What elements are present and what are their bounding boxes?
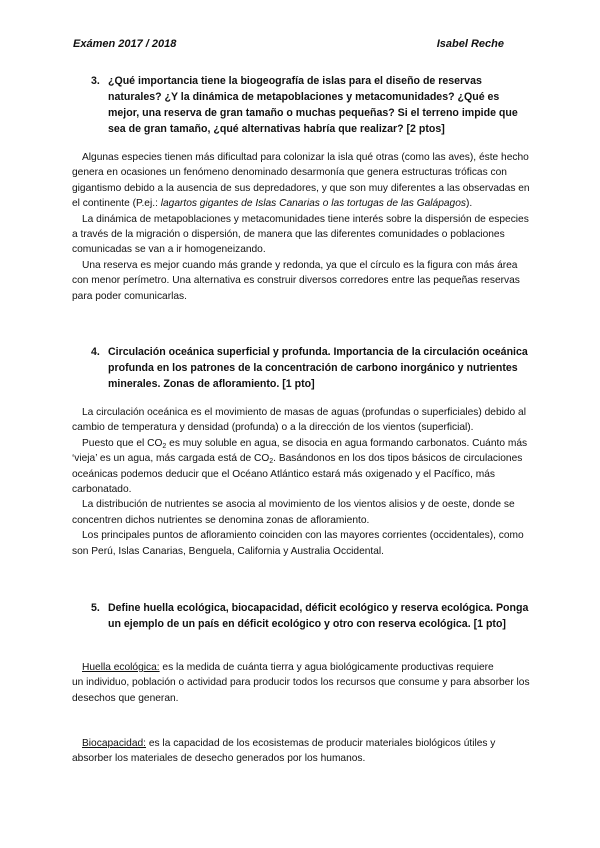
- text-run: es la capacidad de los ecosistemas de producir materiales biológicos útiles y absorber los materiales de desecho generados por los humanos.: [72, 738, 496, 765]
- question-number: 3.: [91, 75, 100, 87]
- question-5: [91, 600, 531, 632]
- subscript: 2: [162, 442, 167, 450]
- definition-paragraph: [72, 660, 532, 675]
- answer-paragraph: La dinámica de metapoblaciones y metacomunidades tiene interés sobre la dispersión de especies a través de la migración o dispersión, de manera que las diferentes comunidades o poblaciones comunicadas se van a ir homogeneizando.: [72, 213, 529, 256]
- text-run: Algunas especies tienen más dificultad para colonizar la isla qué otras (como las aves), éste hecho genera en ocasiones un fenómeno denominado desarmonía que genera estructuras tróficas con gigantismo debido a la ausencia de sus depredadores, y que son muy diferentes a las observadas en el continente (P.ej.:: [72, 152, 530, 210]
- term-biocapacidad: Biocapacidad:: [82, 738, 147, 749]
- header-author: Isabel Reche: [436, 38, 504, 50]
- question-number: 4.: [91, 346, 100, 358]
- question-3: [91, 73, 531, 137]
- text-run: ).: [465, 198, 473, 210]
- italic-example: lagartos gigantes de Islas Canarias o las tortugas de las Galápagos: [160, 198, 466, 210]
- answer-paragraph: La distribución de nutrientes se asocia al movimiento de los vientos alisios y de oeste, donde se concentren dichos nutrientes se denomina zonas de afloramiento.: [72, 499, 515, 526]
- answer-4: [72, 405, 532, 559]
- question-text: ¿Qué importancia tiene la biogeografía de islas para el diseño de reservas naturales? ¿Y la dinámica de metapoblaciones y metacomunidades? ¿Qué es mejor, una reserva de gran tamaño o muchas pequeñas? Si el terreno impide que sea de gran tamaño, ¿qué alternativas habría que realizar? [2 ptos]: [108, 75, 518, 135]
- answer-3: [72, 150, 532, 304]
- question-text: Circulación oceánica superficial y profunda. Importancia de la circulación oceánica profunda en los patrones de la concentración de carbono inorgánico y nutrientes minerales. Zonas de afloramiento. [1 pto]: [108, 346, 528, 390]
- definition-paragraph: un individuo, población o actividad para producir todos los recursos que consume y para absorber los desechos que generan.: [72, 677, 530, 704]
- answer-5-huella: [72, 660, 532, 706]
- question-4: [91, 344, 531, 392]
- subscript: 2: [269, 458, 274, 466]
- answer-paragraph: [72, 150, 532, 212]
- text-run: Puesto que el CO: [82, 437, 163, 449]
- answer-paragraph: Los principales puntos de afloramiento coinciden con las mayores corrientes (occidentales), como son Perú, Islas Canarias, Benguela, California y Australia Occidental.: [72, 530, 524, 557]
- answer-paragraph: [72, 436, 532, 498]
- answer-paragraph: La circulación oceánica es el movimiento de masas de aguas (profundas o superficiales) debido al cambio de temperatura y densidad (profunda) o a la dirección de los vientos (superficial).: [72, 407, 526, 434]
- definition-paragraph: [72, 736, 532, 767]
- header-exam-title: Exámen 2017 / 2018: [73, 38, 177, 50]
- text-run: es muy soluble en agua, se disocia en agua formando carbonatos. Cuánto más ‘vieja’ es un agua, más cargada está de CO: [72, 437, 528, 465]
- term-huella: Huella ecológica:: [82, 662, 160, 673]
- answer-5-biocapacidad: [72, 736, 532, 767]
- question-number: 5.: [91, 602, 100, 614]
- text-run: . Basándonos en los dos tipos básicos de circulaciones oceánicas podemos deducir que el Océano Atlántico estará más oxigenado y el Pacífico, más carbonatado.: [72, 453, 523, 496]
- question-text: Define huella ecológica, biocapacidad, déficit ecológico y reserva ecológica. Ponga un ejemplo de un país en déficit ecológico y otro con reserva ecológica. [1 pto]: [108, 602, 529, 630]
- text-run: es la medida de cuánta tierra y agua biológicamente productivas requiere: [159, 662, 494, 673]
- answer-paragraph: Una reserva es mejor cuando más grande y redonda, ya que el círculo es la figura con más área con menor perímetro. Una alternativa es construir diversos corredores entre las pequeñas reservas para poder comunicarlas.: [72, 259, 520, 302]
